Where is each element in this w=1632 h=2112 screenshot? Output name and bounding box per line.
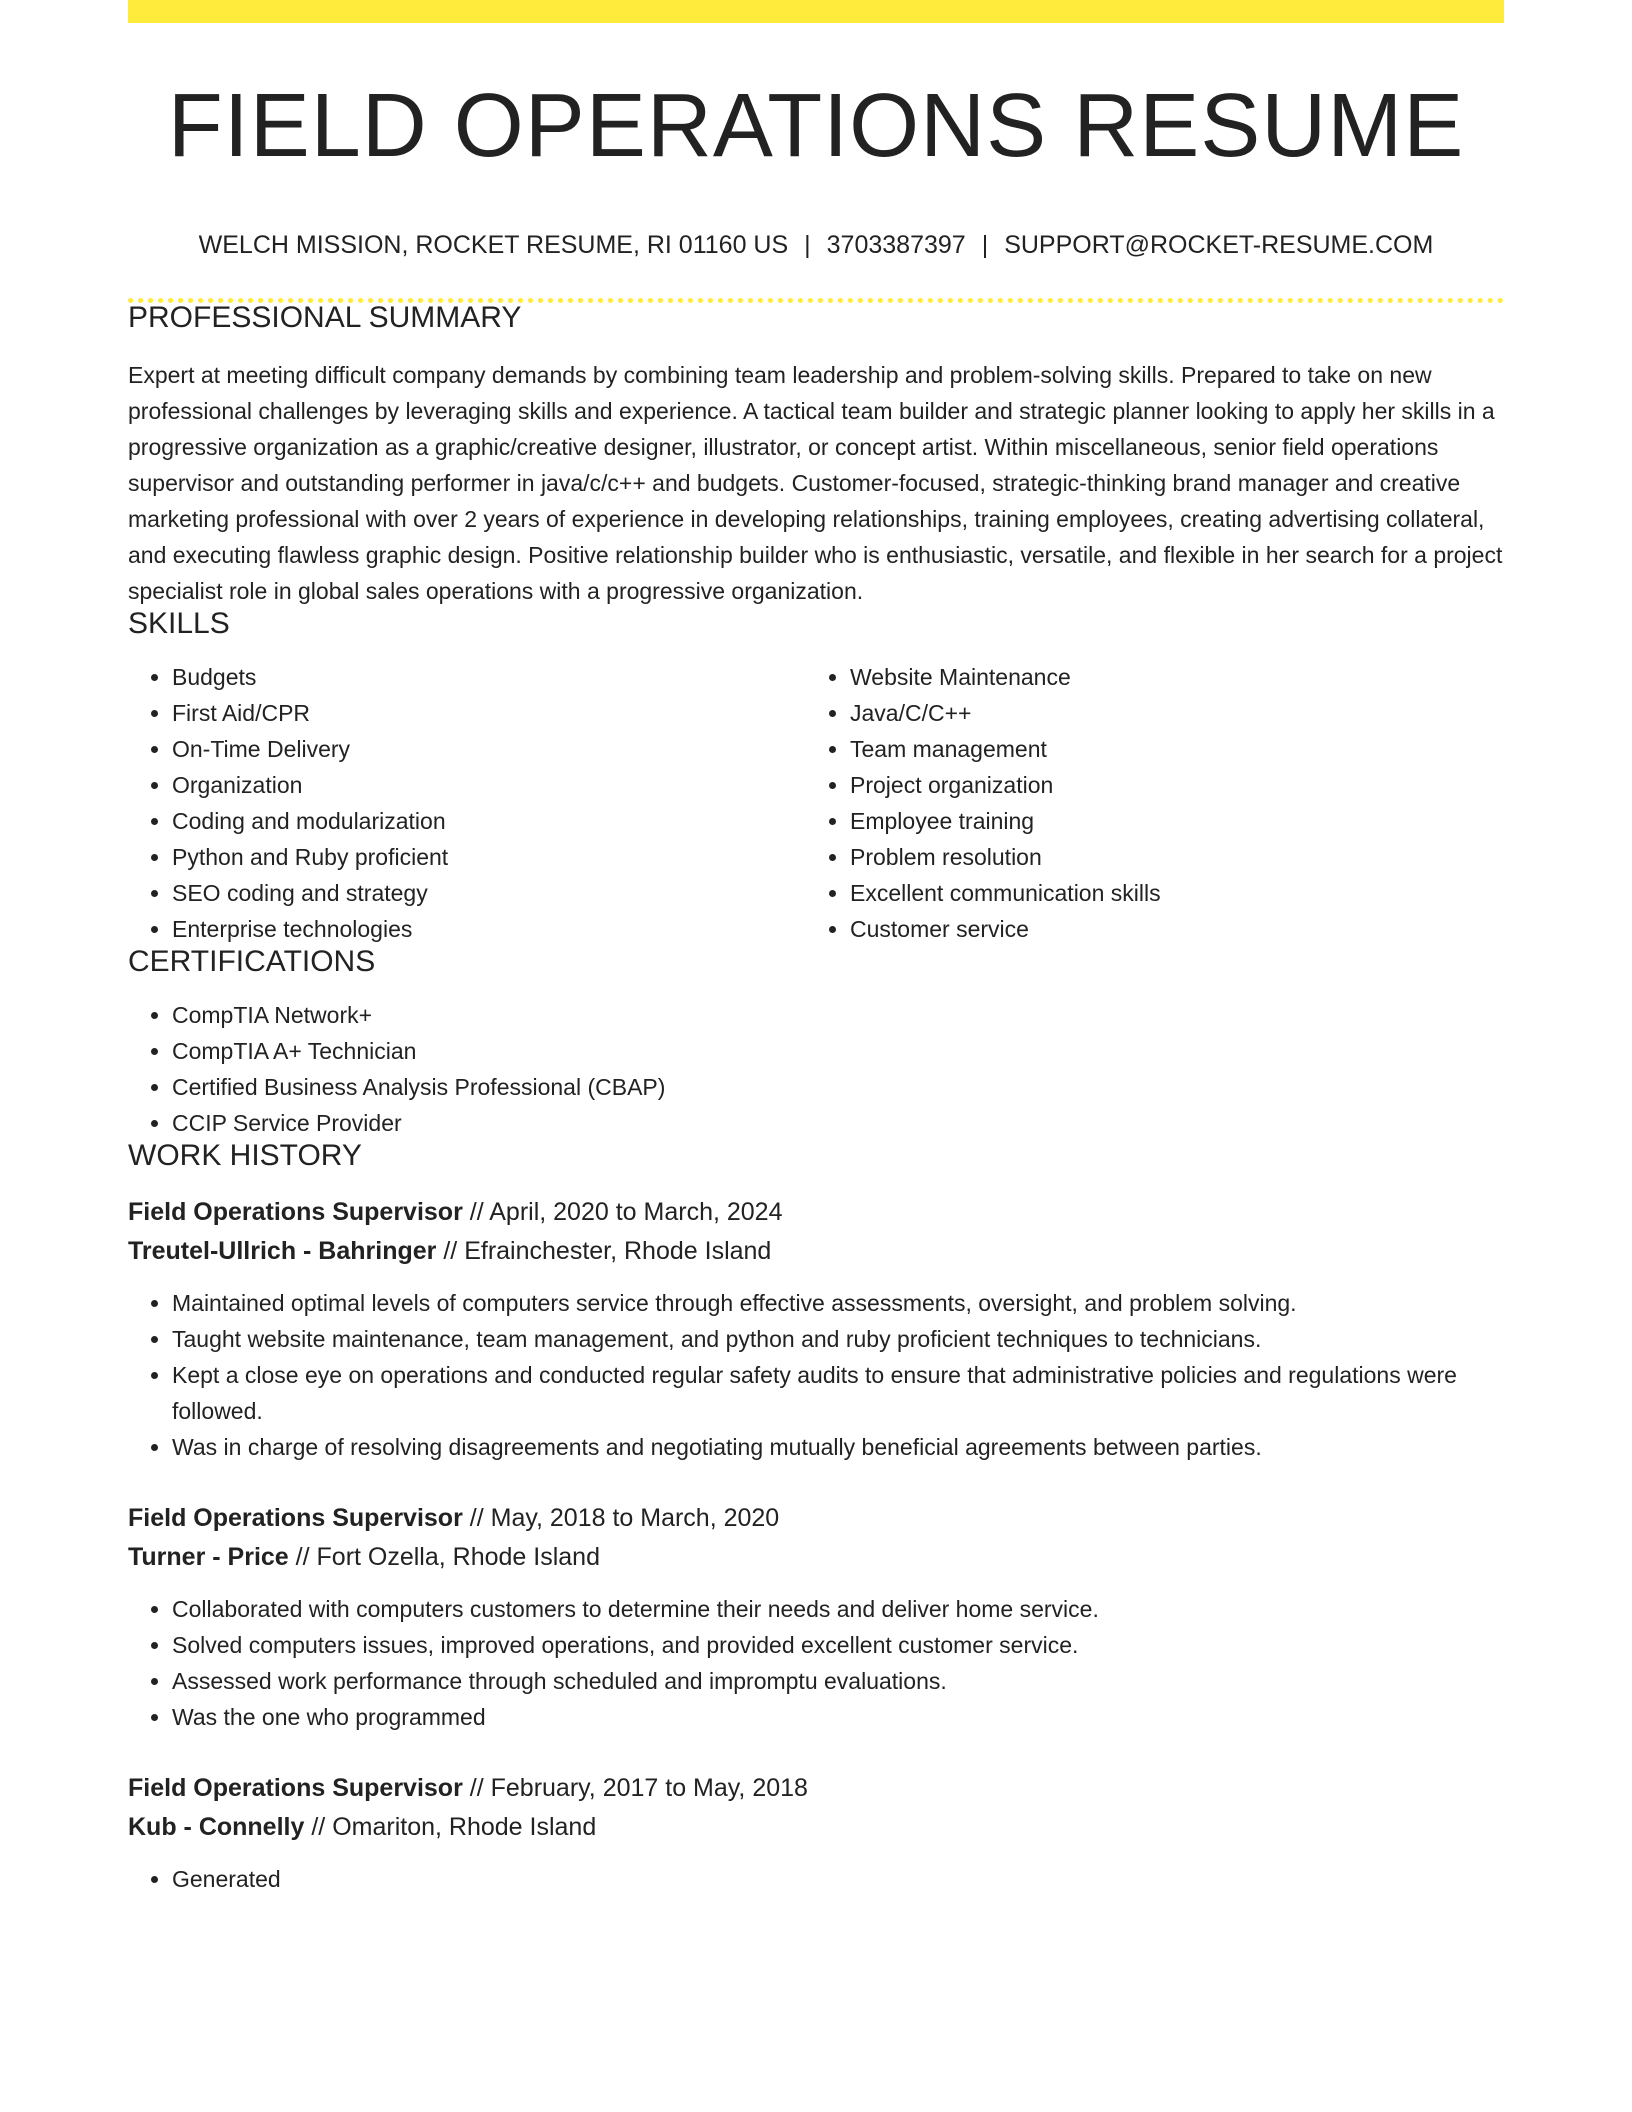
contact-email: SUPPORT@ROCKET-RESUME.COM [1004, 231, 1434, 259]
job-bullet: • Was the one who programmed [172, 1699, 1504, 1735]
resume-title: FIELD OPERATIONS RESUME [167, 76, 1465, 176]
skills-column-right [806, 659, 1484, 947]
contact-phone: 3703387397 [826, 231, 966, 259]
contact-separator: | [804, 231, 811, 259]
job-divider: // [469, 1504, 484, 1532]
job-company: Treutel-Ullrich - Bahringer [128, 1237, 437, 1265]
job-location: Efrainchester, Rhode Island [464, 1237, 772, 1265]
skill-item: • First Aid/CPR [172, 695, 806, 731]
job-dates: May, 2018 to March, 2020 [490, 1504, 780, 1532]
skill-item: • Team management [850, 731, 1484, 767]
job-company-line [128, 1232, 1504, 1271]
job-role: Field Operations Supervisor [128, 1504, 463, 1532]
certification-item: • Certified Business Analysis Professional (CBAP) [172, 1069, 1504, 1105]
skill-item: • Python and Ruby proficient [172, 839, 806, 875]
skills-heading: SKILLS [128, 607, 230, 640]
job-bullet: • Was in charge of resolving disagreements and negotiating mutually beneficial agreements between parties. [172, 1429, 1504, 1465]
job-dates: April, 2020 to March, 2024 [489, 1198, 783, 1226]
certifications-heading: CERTIFICATIONS [128, 945, 376, 978]
skill-item: • Project organization [850, 767, 1484, 803]
job-entry [128, 1769, 1504, 1897]
certification-item: • CompTIA Network+ [172, 997, 1504, 1033]
skill-item: • Website Maintenance [850, 659, 1484, 695]
certification-item: • CompTIA A+ Technician [172, 1033, 1504, 1069]
skill-item: • Employee training [850, 803, 1484, 839]
skill-item: • Problem resolution [850, 839, 1484, 875]
skill-item: • Customer service [850, 911, 1484, 947]
job-bullet: • Collaborated with computers customers to determine their needs and deliver home service. [172, 1591, 1504, 1627]
job-dates: February, 2017 to May, 2018 [490, 1774, 808, 1802]
job-bullet: • Assessed work performance through scheduled and impromptu evaluations. [172, 1663, 1504, 1699]
contact-address: WELCH MISSION, ROCKET RESUME, RI 01160 US [198, 231, 789, 259]
job-entry [128, 1193, 1504, 1465]
job-role: Field Operations Supervisor [128, 1198, 463, 1226]
job-company: Turner - Price [128, 1543, 289, 1571]
summary-heading: PROFESSIONAL SUMMARY [128, 301, 522, 334]
summary-text: Expert at meeting difficult company demands by combining team leadership and problem-solving skills. Prepared to take on new professional challenges by leveraging skills and experience. A tactical team builder and strategic planner looking to apply her skills in a progressive organization as a graphic/creative designer, illustrator, or concept artist. Within miscellaneous, senior field operations supervisor and outstanding performer in java/c/c++ and budgets. Customer-focused, strategic-thinking brand manager and creative marketing professional with over 2 years of experience in developing relationships, training employees, creating advertising collateral, and executing flawless graphic design. Positive relationship builder who is enthusiastic, versatile, and flexible in her search for a project specialist role in global sales operations with a progressive organization. [128, 362, 1503, 604]
job-divider: // [295, 1543, 310, 1571]
accent-bar [128, 0, 1504, 23]
work-history-heading: WORK HISTORY [128, 1139, 362, 1172]
contact-separator: | [981, 231, 989, 259]
job-entry [128, 1499, 1504, 1735]
skill-item: • On-Time Delivery [172, 731, 806, 767]
job-bullet: • Solved computers issues, improved operations, and provided excellent customer service. [172, 1627, 1504, 1663]
job-bullet: • Taught website maintenance, team management, and python and ruby proficient techniques to technicians. [172, 1321, 1504, 1357]
skill-item: • SEO coding and strategy [172, 875, 806, 911]
job-company-line [128, 1808, 1504, 1847]
job-bullets [128, 1591, 1504, 1735]
certifications-list [128, 997, 1504, 1141]
job-company-line [128, 1538, 1504, 1577]
job-divider: // [443, 1237, 458, 1265]
job-bullet: • Maintained optimal levels of computers service through effective assessments, oversight, and problem solving. [172, 1285, 1504, 1321]
job-bullets [128, 1861, 1504, 1897]
skill-item: • Excellent communication skills [850, 875, 1484, 911]
job-company: Kub - Connelly [128, 1813, 305, 1841]
resume-page [128, 0, 1504, 1897]
skill-item: • Organization [172, 767, 806, 803]
job-divider: // [469, 1198, 484, 1226]
skills-columns [128, 659, 1504, 947]
job-role-line [128, 1499, 1504, 1538]
skill-item: • Budgets [172, 659, 806, 695]
job-location: Fort Ozella, Rhode Island [316, 1543, 600, 1571]
certification-item: • CCIP Service Provider [172, 1105, 1504, 1141]
job-divider: // [311, 1813, 326, 1841]
job-role-line [128, 1193, 1504, 1232]
job-bullet: • Generated [172, 1861, 1504, 1897]
job-divider: // [469, 1774, 484, 1802]
job-role: Field Operations Supervisor [128, 1774, 463, 1802]
job-location: Omariton, Rhode Island [332, 1813, 597, 1841]
job-role-line [128, 1769, 1504, 1808]
contact-line [128, 233, 1504, 258]
job-bullets [128, 1285, 1504, 1465]
skills-column-left [128, 659, 806, 947]
job-bullet: • Kept a close eye on operations and conducted regular safety audits to ensure that administrative policies and regulations were followed. [172, 1357, 1504, 1429]
skill-item: • Java/C/C++ [850, 695, 1484, 731]
skill-item: • Enterprise technologies [172, 911, 806, 947]
skill-item: • Coding and modularization [172, 803, 806, 839]
